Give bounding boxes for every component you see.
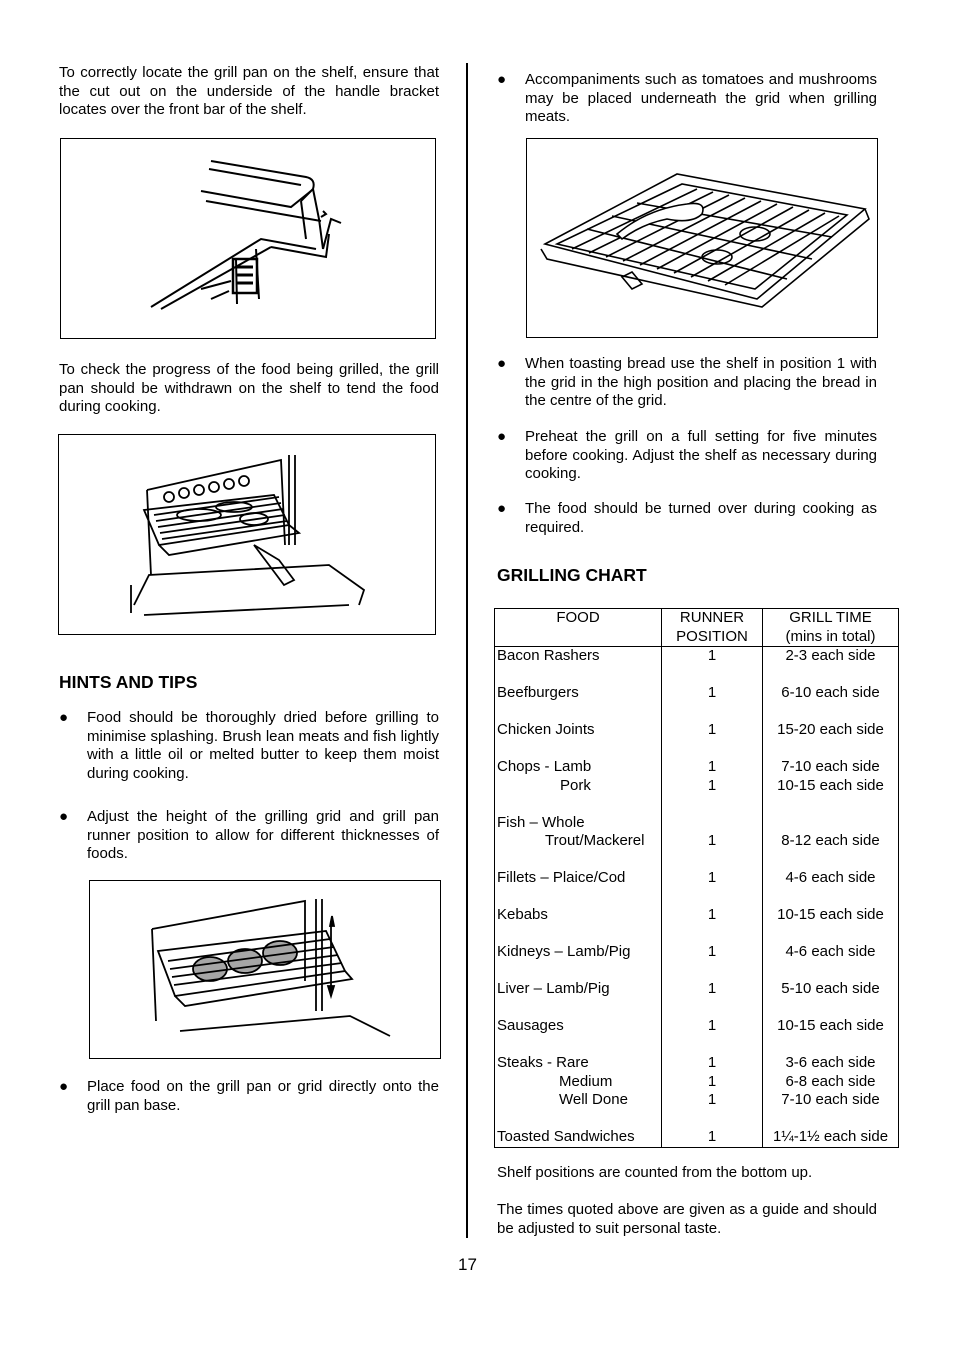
table-header-row: [495, 609, 899, 647]
page-number: 17: [458, 1255, 477, 1274]
time-beefburgers: 6-10 each side: [781, 684, 880, 701]
tip-text: Place food on the grill pan or grid directly onto the grill pan base.: [87, 1078, 439, 1114]
time-trout: 8-12 each side: [781, 832, 880, 849]
runner-fish-whole: [664, 814, 760, 833]
time-chops-lamb: 7-10 each side: [781, 758, 880, 775]
food-well-done: Well Done: [559, 1091, 628, 1108]
tip-place-food: [59, 1078, 439, 1115]
food-pork: Pork: [560, 776, 591, 794]
runner-beefburgers: 1: [707, 684, 717, 701]
time-bacon: 2-3 each side: [785, 647, 876, 664]
food-steaks-rare: Steaks - Rare: [497, 1054, 589, 1071]
tip-dry-food: [59, 709, 439, 784]
food-sausages: Sausages: [497, 1017, 564, 1034]
runner-medium: 1: [707, 1072, 717, 1090]
tip-text: When toasting bread use the shelf in position 1 with the grid in the high position and placing the bread in the centre of the grid.: [525, 355, 877, 409]
times-guide-note: The times quoted above are given as a guide and should be adjusted to suit personal taste.: [497, 1201, 877, 1237]
runner-sausages: 1: [707, 1017, 717, 1034]
food-fillets: Fillets – Plaice/Cod: [497, 869, 626, 886]
header-food: FOOD: [495, 609, 662, 647]
header-runner-position: RUNNER POSITION: [662, 609, 763, 647]
food-bacon: Bacon Rashers: [497, 647, 600, 664]
hints-and-tips-heading: HINTS AND TIPS: [59, 672, 198, 692]
tip-text: The food should be turned over during cooking as required.: [525, 500, 877, 536]
bullet-icon: ●: [497, 355, 507, 372]
time-liver: 5-10 each side: [781, 980, 880, 997]
time-fish-whole: [765, 814, 896, 833]
time-steaks-rare: 3-6 each side: [785, 1054, 876, 1071]
bullet-icon: ●: [59, 1078, 69, 1095]
tip-preheat: [497, 428, 877, 484]
runner-steaks-rare: 1: [707, 1054, 717, 1071]
grill-pan-handle-illustration: [60, 138, 436, 339]
food-kidneys: Kidneys – Lamb/Pig: [497, 943, 631, 960]
grill-pan-withdrawn-illustration: [58, 434, 436, 635]
column-divider: [466, 63, 468, 1238]
intro-paragraph: To correctly locate the grill pan on the shelf, ensure that the cut out on the underside of the handle bracket locates over the front bar of the shelf.: [59, 64, 439, 118]
bullet-icon: ●: [59, 709, 69, 726]
food-liver: Liver – Lamb/Pig: [497, 980, 610, 997]
tip-turn-food: [497, 500, 877, 537]
runner-trout: 1: [707, 832, 717, 849]
runner-chops-lamb: 1: [707, 758, 717, 775]
food-trout: Trout/Mackerel: [545, 832, 645, 849]
tip-toasting: [497, 355, 877, 411]
food-chicken: Chicken Joints: [497, 721, 595, 738]
grilling-chart-table: [494, 608, 899, 1148]
food-beefburgers: Beefburgers: [497, 684, 579, 701]
tip-accompaniments: [497, 71, 877, 127]
runner-bacon: 1: [707, 647, 717, 664]
bullet-icon: ●: [497, 71, 507, 88]
tip-text: Adjust the height of the grilling grid and grill pan runner position to allow for different thicknesses of foods.: [87, 808, 439, 862]
tip-text: Preheat the grill on a full setting for five minutes before cooking. Adjust the shelf as necessary during cooking.: [525, 428, 877, 482]
tip-adjust-height: [59, 808, 439, 864]
food-fish-whole: Fish – Whole: [497, 813, 585, 831]
food-kebabs: Kebabs: [497, 906, 548, 923]
runner-kebabs: 1: [707, 906, 717, 923]
runner-chicken: 1: [707, 721, 717, 738]
bullet-icon: ●: [497, 428, 507, 445]
food-medium: Medium: [559, 1072, 613, 1090]
time-toasted-sandwiches: 1¼-1½ each side: [772, 1128, 889, 1145]
bullet-icon: ●: [497, 500, 507, 517]
time-chicken: 15-20 each side: [777, 721, 884, 738]
runner-toasted-sandwiches: 1: [707, 1128, 717, 1145]
runner-well-done: 1: [707, 1091, 717, 1108]
runner-pork: 1: [707, 776, 717, 794]
time-well-done: 7-10 each side: [781, 1091, 880, 1108]
runner-kidneys: 1: [707, 943, 717, 960]
time-kebabs: 10-15 each side: [777, 906, 884, 923]
food-chops-lamb: Chops - Lamb: [497, 758, 592, 775]
table-row: [495, 647, 899, 1148]
grilling-chart-heading: GRILLING CHART: [497, 565, 647, 585]
runner-fillets: 1: [707, 869, 717, 886]
time-kidneys: 4-6 each side: [785, 943, 876, 960]
tip-text: Food should be thoroughly dried before grilling to minimise splashing. Brush lean meats and fish lightly with a little oil or melted butter to keep them moist during cooking.: [87, 709, 439, 782]
time-sausages: 10-15 each side: [777, 1017, 884, 1034]
check-progress-paragraph: To check the progress of the food being grilled, the grill pan should be withdrawn on the shelf to tend the food during cooking.: [59, 361, 439, 415]
tip-text: Accompaniments such as tomatoes and mushrooms may be placed underneath the grid when grilling meats.: [525, 71, 877, 125]
bullet-icon: ●: [59, 808, 69, 825]
time-fillets: 4-6 each side: [785, 869, 876, 886]
food-toasted-sandwiches: Toasted Sandwiches: [497, 1128, 635, 1145]
grill-height-adjust-illustration: [89, 880, 441, 1059]
time-pork: 10-15 each side: [777, 776, 884, 794]
runner-liver: 1: [707, 980, 717, 997]
shelf-position-note: Shelf positions are counted from the bottom up.: [497, 1164, 813, 1181]
header-grill-time: GRILL TIME (mins in total): [763, 609, 899, 647]
grill-pan-with-food-illustration: [526, 138, 878, 338]
time-medium: 6-8 each side: [785, 1072, 876, 1090]
